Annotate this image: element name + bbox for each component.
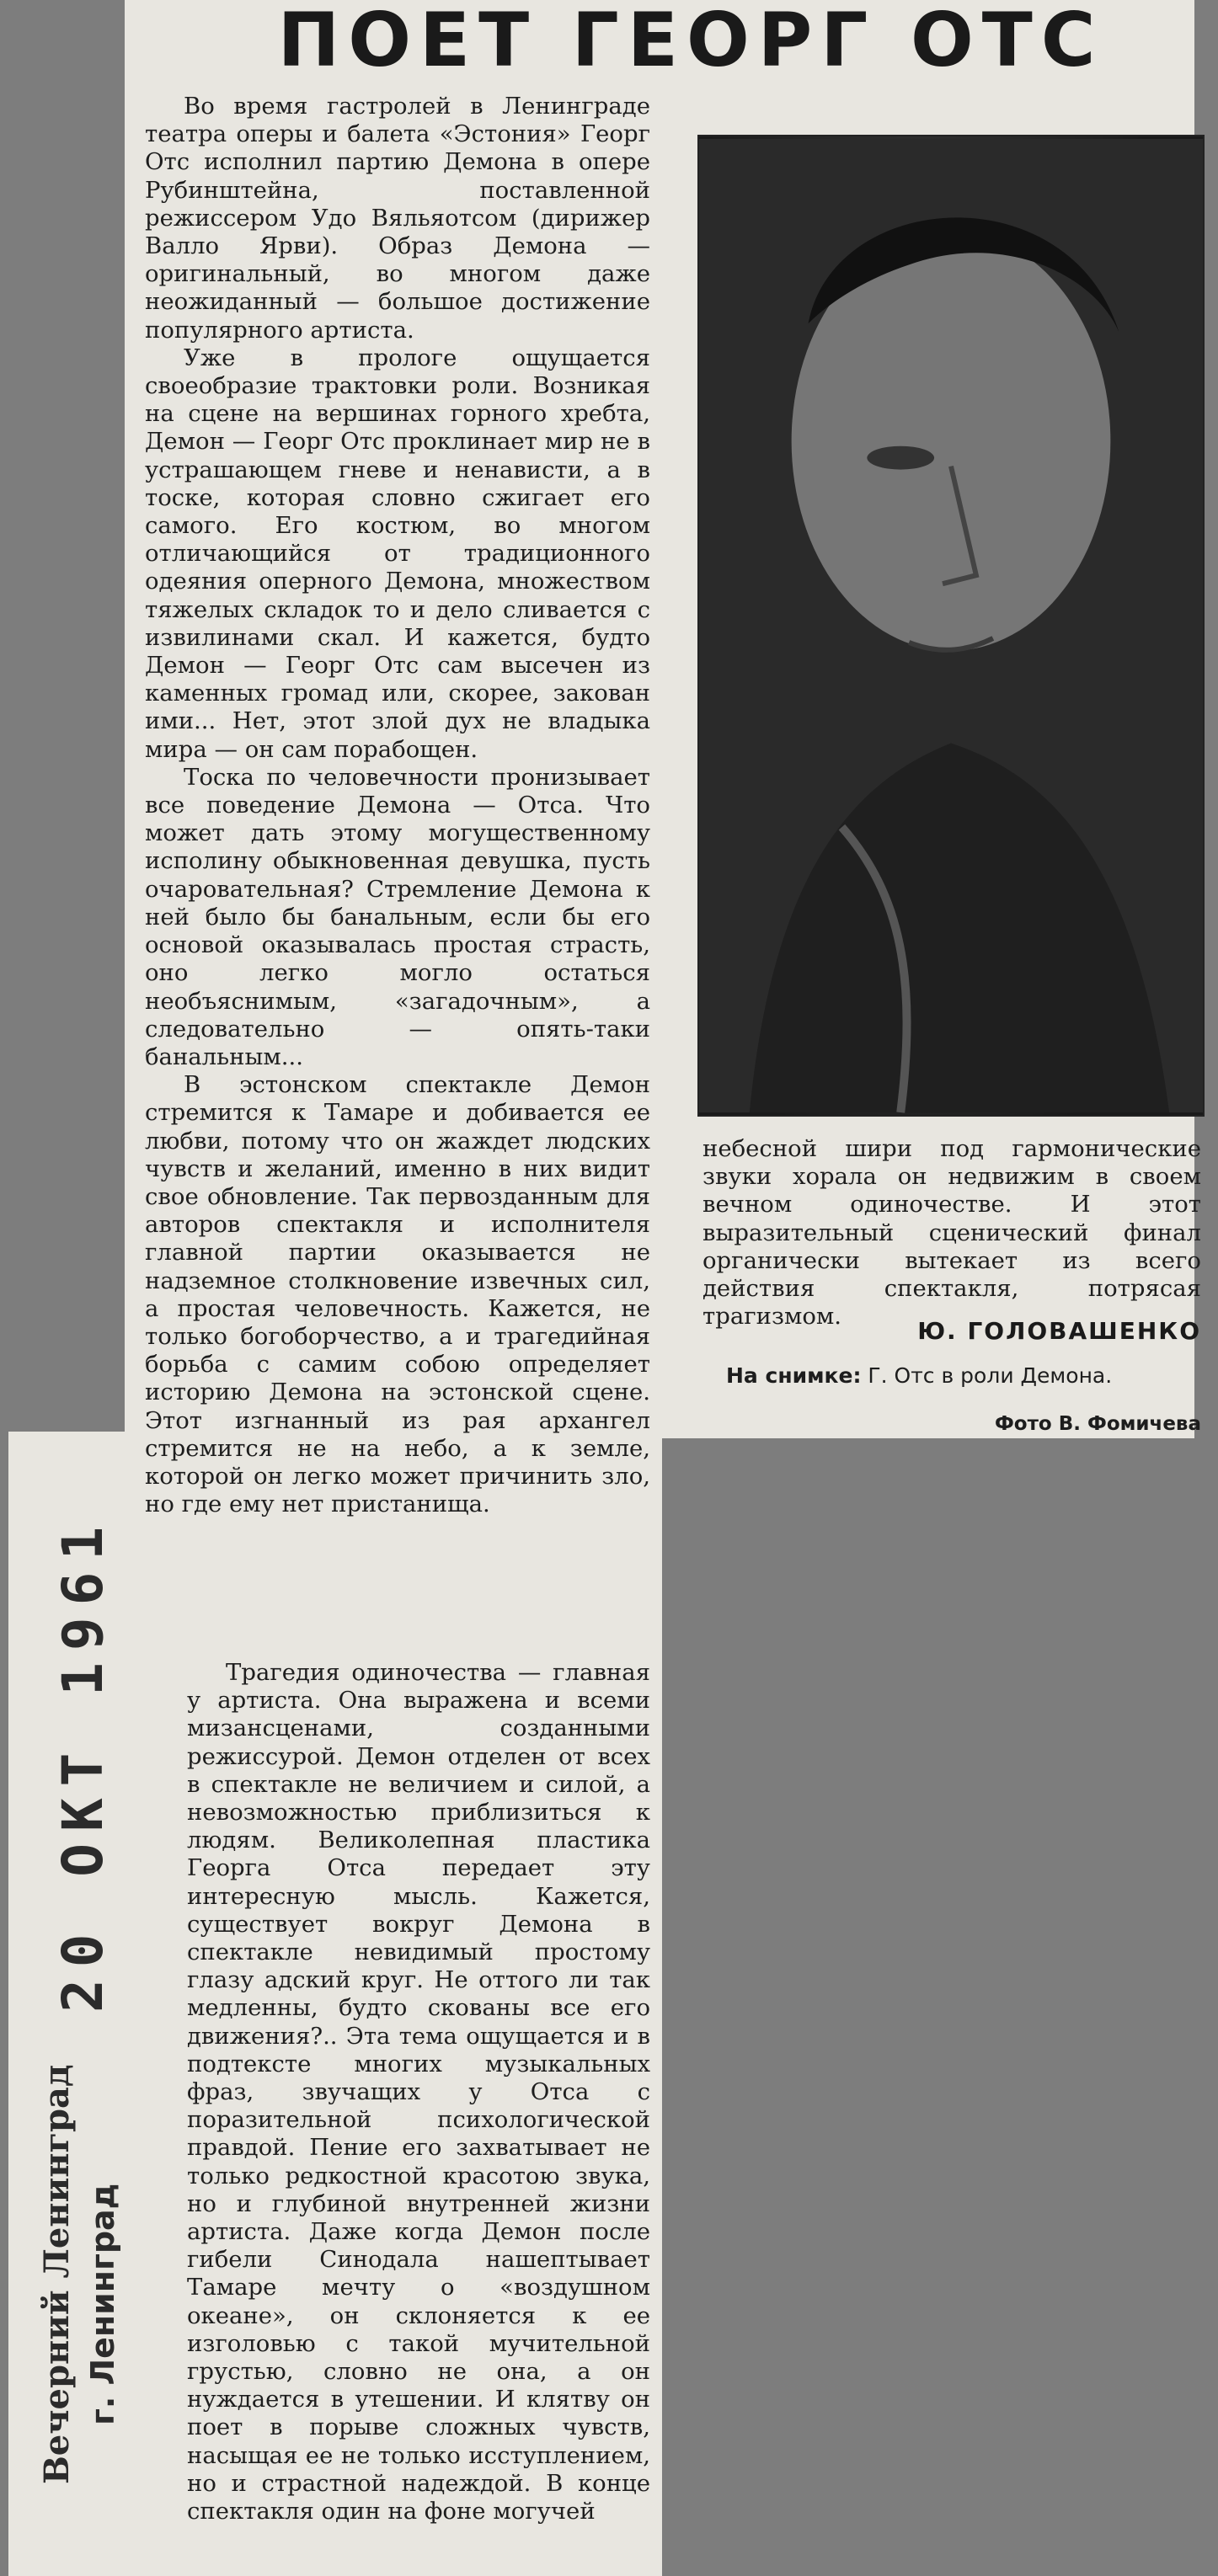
paragraph: Во время гастролей в Ленинграде театра оперы и балета «Эстония» Георг Отс исполнил партию Демона в опере Рубинштейна, поставленной режиссером Удо Вяльяотсом (дирижер Валло Ярви). Образ Демона — оригинальный, во многом даже неожиданный — большое достижение популярного артиста. <box>145 93 650 344</box>
paragraph: Тоска по человечности пронизывает все поведение Демона — Отса. Что может дать этому могущественному исполину обыкновенная девушка, пусть очаровательная? Стремление Демона к ней было бы банальным, если бы его основой оказывалась простая страсть, оно легко могло остаться необъяснимым, «загадочным», а следовательно — опять-таки банальным... <box>145 763 650 1070</box>
photo-credit: Фото В. Фомичева <box>994 1413 1201 1435</box>
newspaper-name-stamp: Вечерний Ленинград <box>37 2064 77 2484</box>
date-stamp: 20 ОКТ 1961 <box>51 1514 115 2013</box>
headline: ПОЕТ ГЕОРГ ОТС <box>277 0 1104 83</box>
paragraph: В эстонском спектакле Демон стремится к Тамаре и добивается ее любви, потому что он жаждет людских чувств и желаний, именно в них видит свое обновление. Так первозданным для авторов спектакля и исполнителя главной партии оказывается не надземное столкновение извечных сил, а простая человечность. Кажется, не только богоборчество, а и трагедийная борьба с самим собою определяет историю Демона на эстонской сцене. Этот изгнанный из рая архангел стремится не на небо, а к земле, которой он легко может причинить зло, но где ему нет пристанища. <box>145 1071 650 1518</box>
author-byline: Ю. ГОЛОВАШЕНКО <box>917 1317 1201 1345</box>
city-stamp: г. Ленинград <box>84 2183 121 2425</box>
article-column-right <box>702 1135 1201 1331</box>
paragraph: небесной шири под гармонические звуки хорала он недвижим в своем вечном одиночестве. И этот выразительный сценический финал органически вытекает из всего действия спектакля, потрясая трагизмом. <box>702 1135 1201 1331</box>
portrait-photo <box>697 135 1205 1117</box>
paragraph: Уже в прологе ощущается своеобразие трактовки роли. Возникая на сцене на вершинах горного хребта, Демон — Георг Отс проклинает мир не в устрашающем гневе и ненависти, а в тоске, которая словно сжигает его самого. Его костюм, во многом отличающийся от традиционного одеяния оперного Демона, множеством тяжелых складок то и дело сливается с извилинами скал. И кажется, будто Демон — Георг Отс сам высечен из каменных громад или, скорее, закован ими... Нет, этот злой дух не владыка мира — он сам порабощен. <box>145 344 650 763</box>
article-column-left-top <box>145 93 650 1518</box>
caption-text: Г. Отс в роли Демона. <box>868 1363 1113 1388</box>
photo-caption <box>726 1363 1201 1389</box>
article-column-left-bottom <box>187 1659 650 2525</box>
portrait-illustration <box>699 136 1203 1115</box>
caption-lead: На снимке: <box>726 1363 862 1388</box>
paragraph: Трагедия одиночества — главная у артиста. Она выражена и всеми мизансценами, созданными режиссурой. Демон отделен от всех в спектакле не величием и силой, а невозможностью приблизиться к людям. Великолепная пластика Георга Отса передает эту интересную мысль. Кажется, существует вокруг Демона в спектакле невидимый простому глазу адский круг. Не оттого ли так медленны, будто скованы все его движения?.. Эта тема ощущается и в подтексте многих музыкальных фраз, звучащих у Отса с поразительной психологической правдой. Пение его захватывает не только редкостной красотою звука, но и глубиной внутренней жизни артиста. Даже когда Демон после гибели Синодала нашептывает Тамаре мечту о «воздушном океане», он склоняется к ее изголовью с такой мучительной грустью, словно не она, а он нуждается в утешении. И клятву он поет в порыве сложных чувств, насыщая ее не только исступлением, но и страстной надеждой. В конце спектакля один на фоне могучей <box>187 1659 650 2525</box>
